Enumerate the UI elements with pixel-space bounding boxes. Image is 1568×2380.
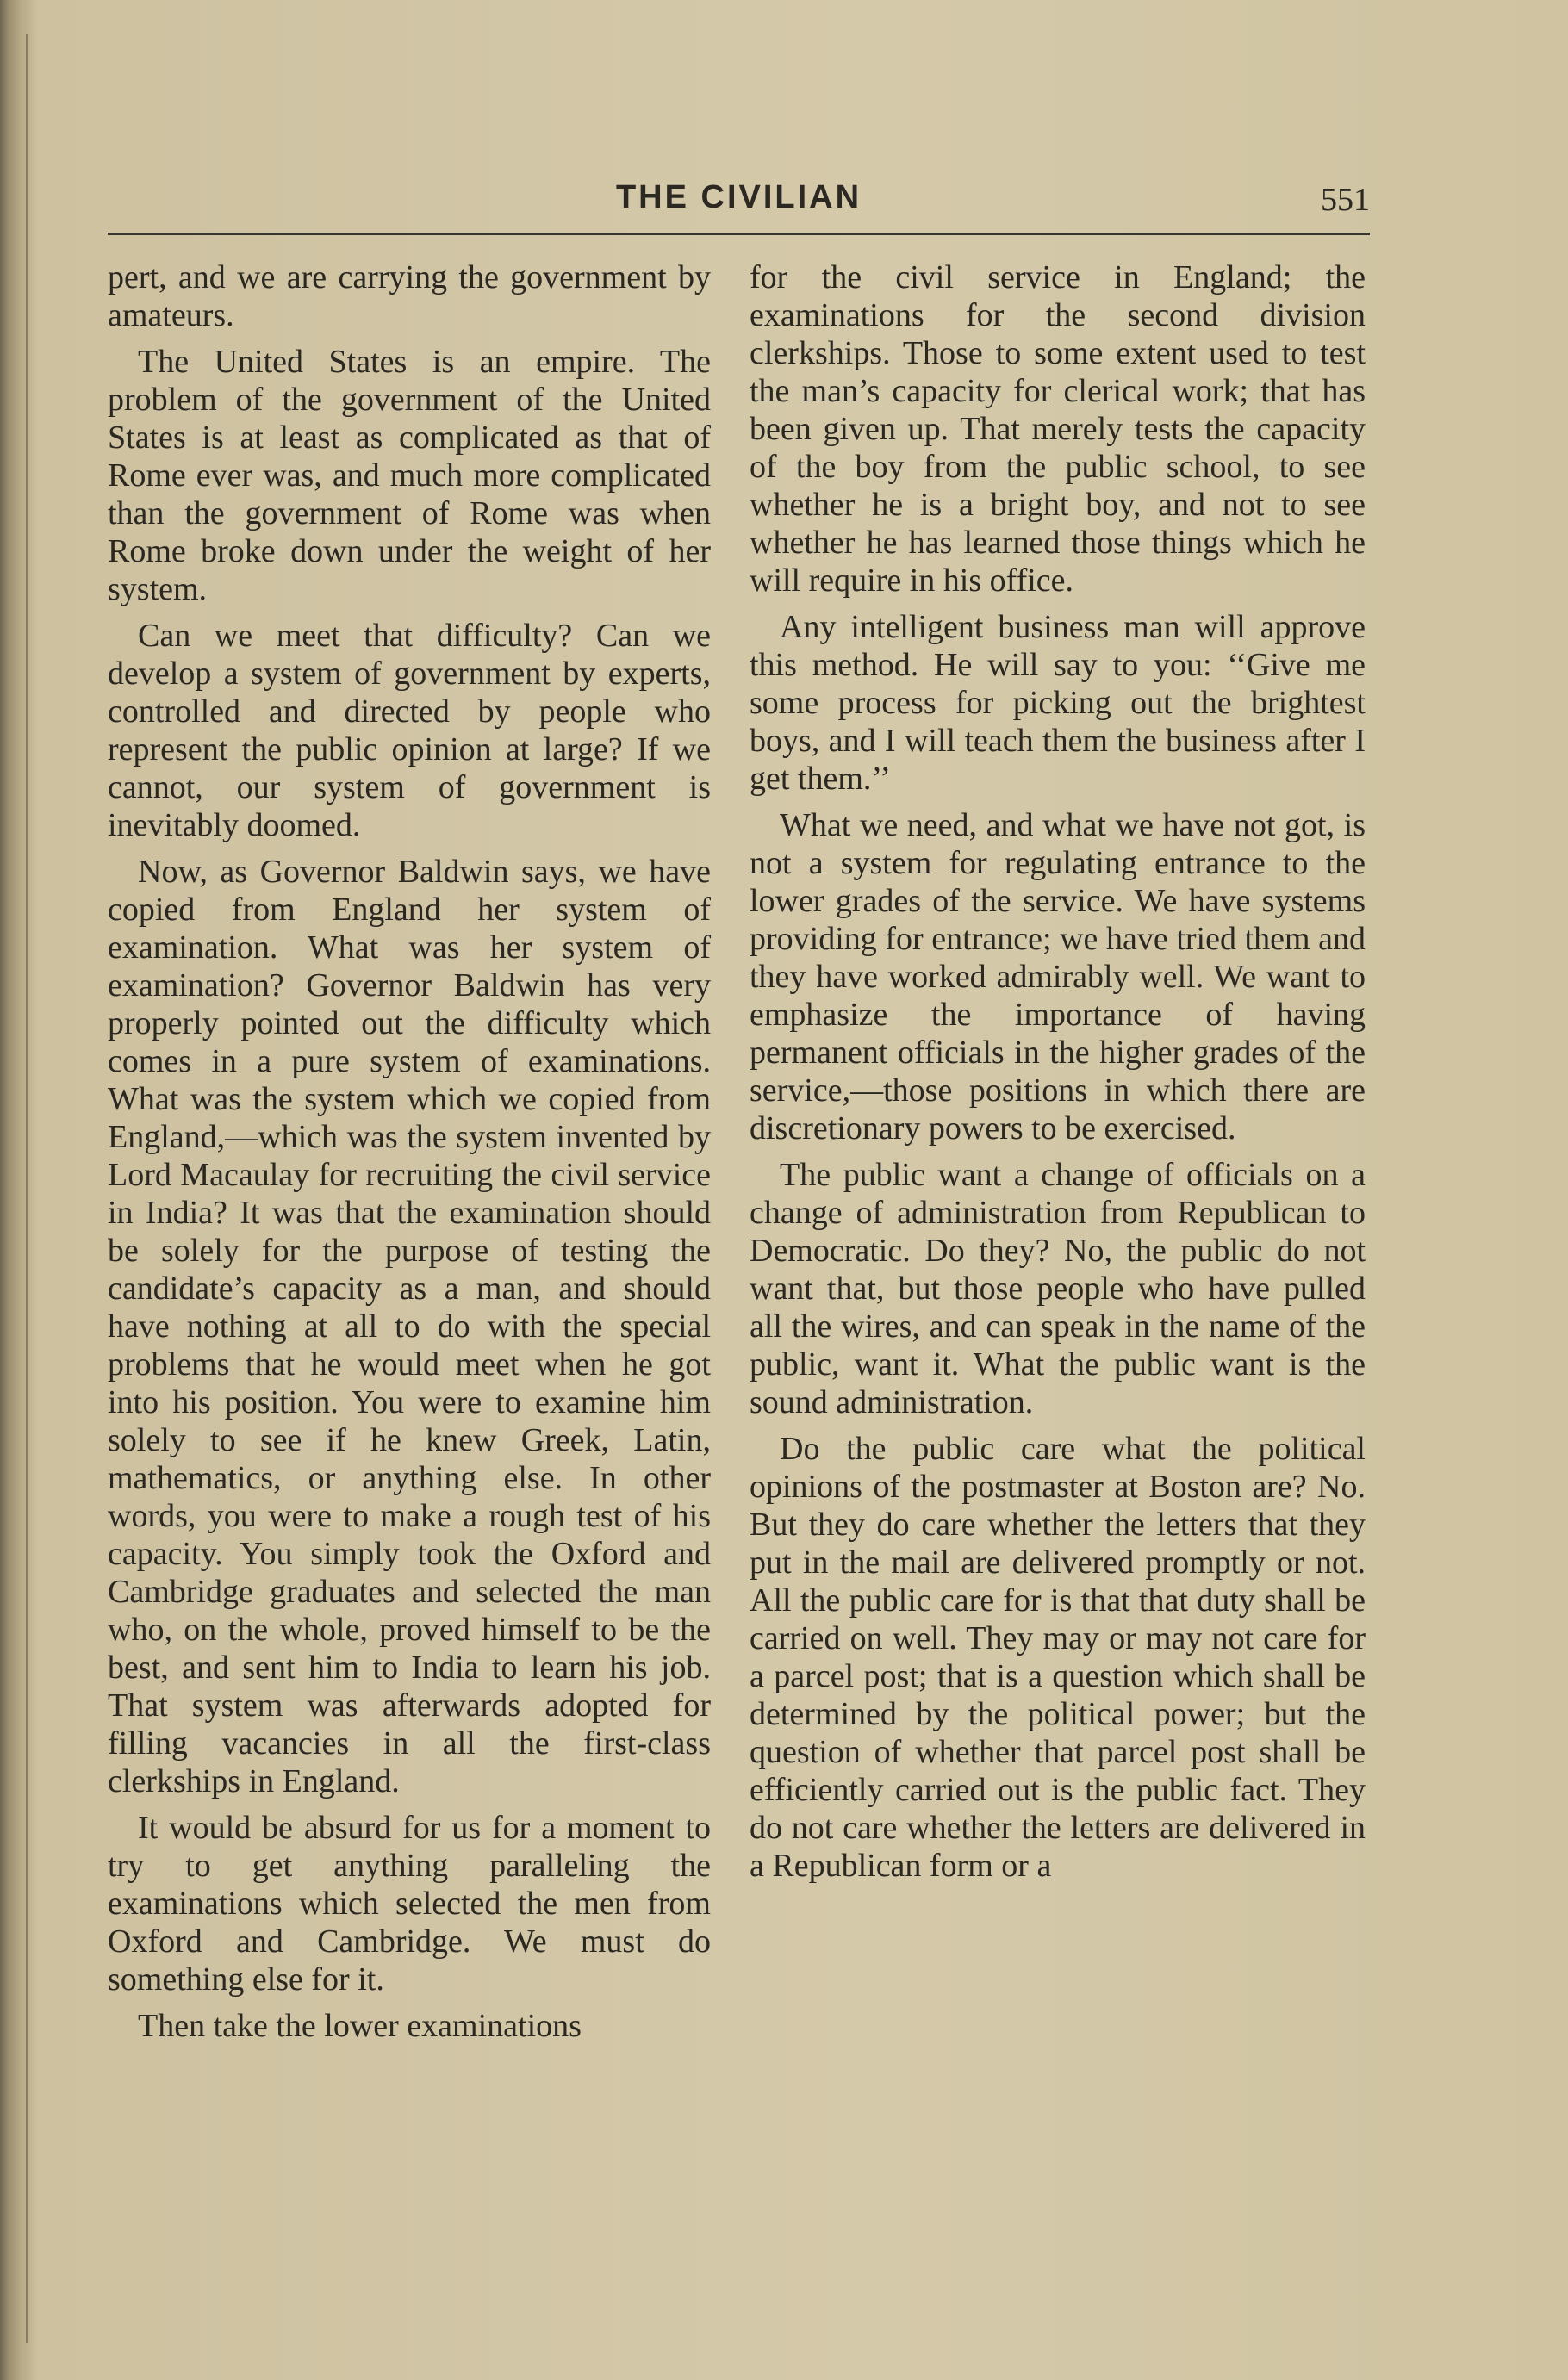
paragraph: Can we meet that difficulty? Can we develop a system of government by experts, controlled and directed by people who represent the public opinion at large? If we cannot, our system of government is inevitably doomed. <box>108 618 711 843</box>
left-column <box>108 258 711 2054</box>
book-spine-shadow <box>0 0 38 2380</box>
header-rule <box>108 233 1370 235</box>
paragraph: Any intelligent business man will approve this method. He will say to you: ‘‘Give me some process for picking out the brightest boys, and I will teach them the business after I get them.’’ <box>750 609 1366 797</box>
running-title: THE CIVILIAN <box>615 179 862 215</box>
paragraph: It would be absurd for us for a moment to try to get anything paralleling the examinations which selected the men from Oxford and Cambridge. We must do something else for it. <box>108 1810 711 1998</box>
paragraph: The United States is an empire. The problem of the government of the United States is at least as complicated as that of Rome ever was, and much more complicated than the government of Rome was when Rome broke down under the weight of her system. <box>108 344 711 607</box>
right-column <box>750 258 1366 1893</box>
paragraph: What we need, and what we have not got, is not a system for regulating entrance to the lower grades of the service. We have systems providing for entrance; we have tried them and they have worked admirably well. We want to emphasize the importance of having permanent officials in the higher grades of the service,—those positions in which there are discretionary powers to be exercised. <box>750 807 1366 1147</box>
paragraph: The public want a change of officials on a change of administration from Republican to Democratic. Do they? No, the public do not want that, but those people who have pulled all the wires, and can speak in the name of the public, want it. What the public want is the sound administration. <box>750 1157 1366 1420</box>
page-number: 551 <box>1321 182 1370 218</box>
page-header <box>108 171 1370 231</box>
paragraph: Then take the lower examinations <box>138 2008 582 2044</box>
paragraph: for the civil service in England; the examinations for the second division clerkships. Those to some extent used to test the man’s capacity for clerical work; that has been given up. That merely tests the capacity of the boy from the public school, to see whether he is a bright boy, and not to see whether he has learned those things which he will require in his office. <box>750 259 1366 599</box>
paragraph: Do the public care what the political opinions of the postmaster at Boston are? No. But they do care whether the letters that they put in the mail are delivered promptly or not. All the public care for is that that duty shall be carried on well. They may or may not care for a parcel post; that is a question which shall be determined by the political power; but the question of whether that parcel post shall be efficiently carried out is the public fact. They do not care whether the letters are delivered in a Republican form or a <box>750 1431 1366 1884</box>
binding-edge-line <box>26 34 28 2343</box>
paragraph: pert, and we are carrying the government by amateurs. <box>108 259 711 333</box>
paragraph: Now, as Governor Baldwin says, we have copied from England her system of examination. What was her system of examination? Governor Baldwin has very properly pointed out the difficulty which comes in a pure system of examinations. What was the system which we copied from England,—which was the system invented by Lord Macaulay for recruiting the civil service in India? It was that the examination should be solely for the purpose of testing the candidate’s capacity as a man, and should have nothing at all to do with the special problems that he would meet when he got into his position. You were to examine him solely to see if he knew Greek, Latin, mathematics, or anything else. In other words, you were to make a rough test of his capacity. You simply took the Oxford and Cambridge graduates and selected the man who, on the whole, proved himself to be the best, and sent him to India to learn his job. That system was afterwards adopted for filling vacancies in all the first-class clerkships in England. <box>108 854 711 1799</box>
